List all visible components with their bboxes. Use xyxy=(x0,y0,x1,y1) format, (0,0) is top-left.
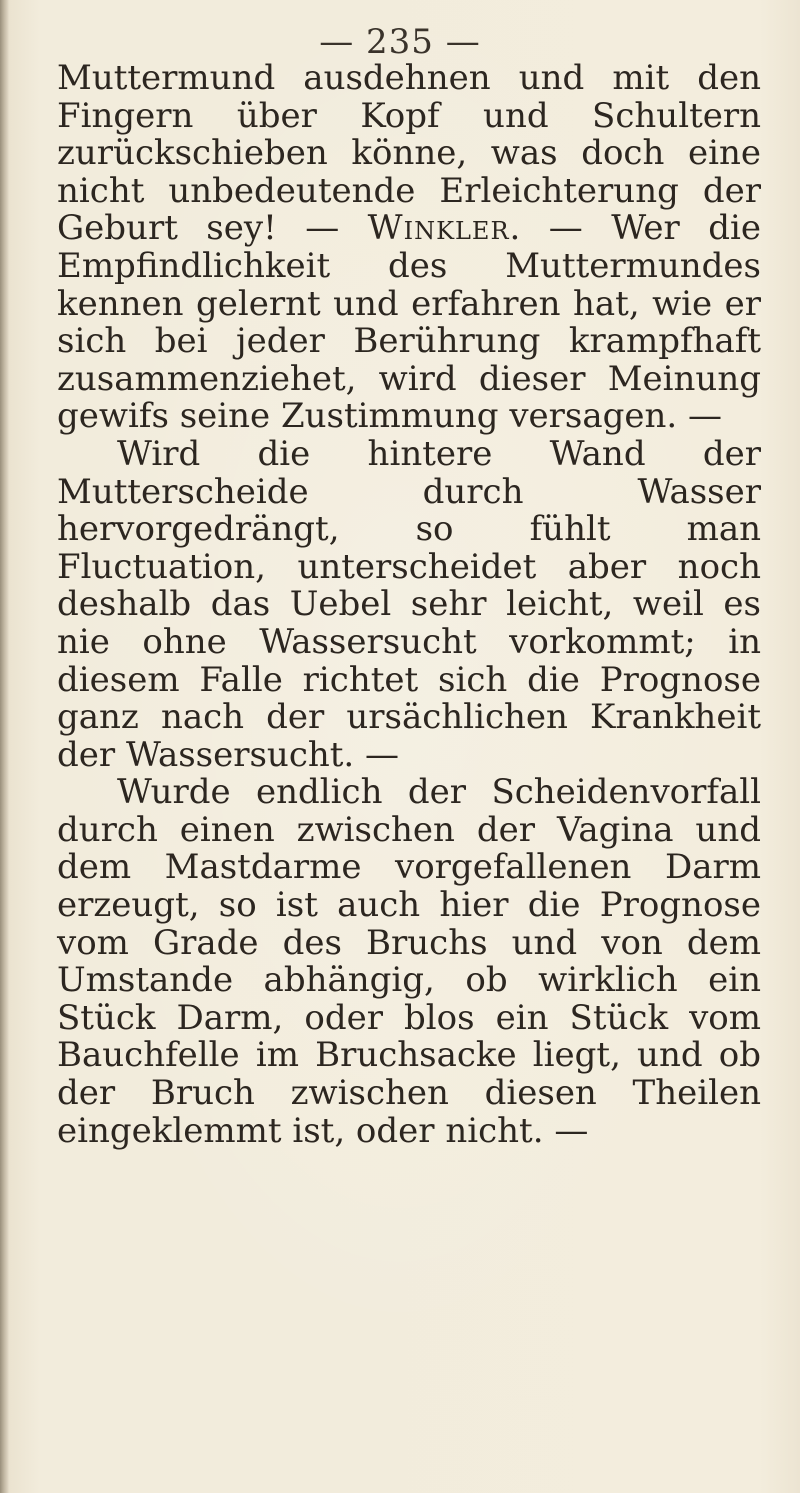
paragraph-1-text-before: Muttermund ausdehnen und mit den Fingern über Kopf und Schultern zurückschieben könne, was doch eine nicht unbedeutende Erleichterung der Geburt sey! — xyxy=(57,58,761,249)
paragraph-2: Wird die hintere Wand der Mutterscheide durch Wasser hervorgedrängt, so fühlt man Fluctuation, unterscheidet aber noch deshalb das Uebel sehr leicht, weil es nie ohne Wassersucht vorkommt; in diesem Falle richtet sich die Prognose ganz nach der ursächlichen Krankheit der Wassersucht. — xyxy=(57,433,761,775)
page-number-header: — 235 — xyxy=(319,22,481,62)
author-name-winkler: Winkler xyxy=(367,208,510,249)
body-text xyxy=(57,60,761,1150)
paragraph-1 xyxy=(57,60,761,436)
paragraph-1-text-after: . — Wer die Empfindlichkeit des Muttermundes kennen gelernt und erfahren hat, wie er sich bei jeder Berührung krampfhaft zusammenziehet, wird dieser Meinung gewifs seine Zustimmung versagen. — xyxy=(57,208,761,437)
page-binding-shadow xyxy=(0,0,9,1493)
paragraph-3: Wurde endlich der Scheidenvorfall durch einen zwischen der Vagina und dem Mastdarme vorgefallenen Darm erzeugt, so ist auch hier die Prognose vom Grade des Bruchs und von dem Umstande abhängig, ob wirklich ein Stück Darm, oder blos ein Stück vom Bauchfelle im Bruchsacke liegt, und ob der Bruch zwischen diesen Theilen eingeklemmt ist, oder nicht. — xyxy=(57,772,761,1151)
